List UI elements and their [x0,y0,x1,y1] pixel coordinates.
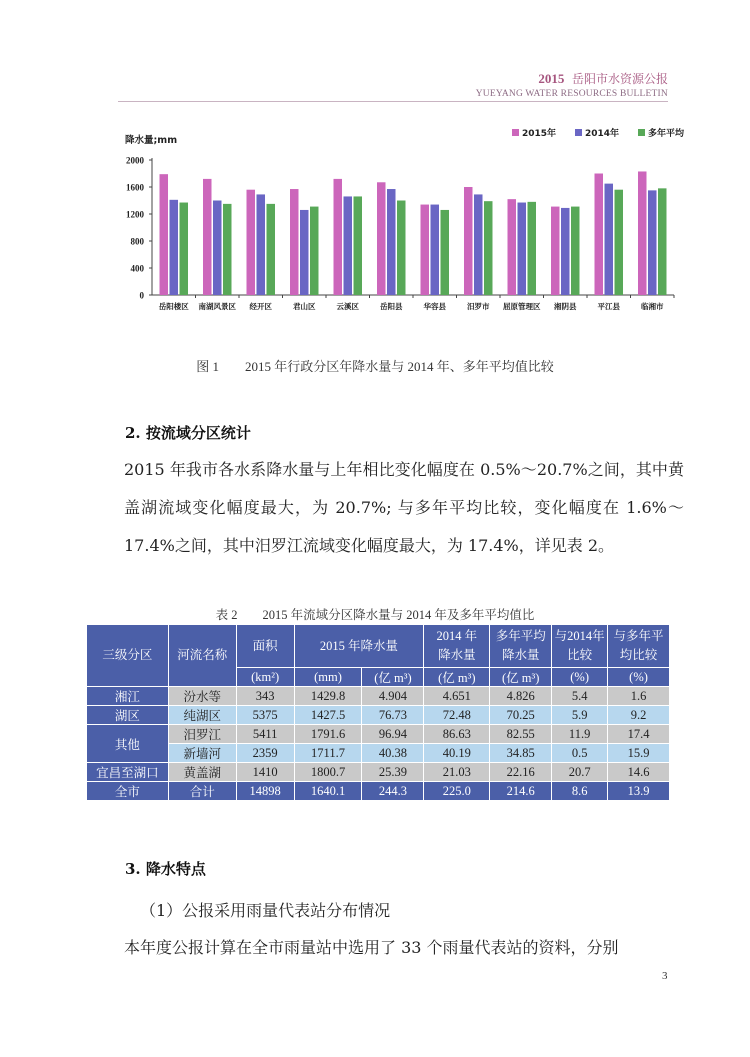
row-zone: 全市 [87,782,169,801]
header-p2014 [424,625,490,668]
bar-多年平均-华容县 [441,210,450,295]
unit-yi-avg: (亿 m³) [490,668,552,687]
table-row [87,725,670,744]
bar-多年平均-云溪区 [354,196,363,295]
row-c2014: 11.9 [552,725,608,744]
row-area: 343 [236,687,294,706]
row-river: 纯湖区 [168,706,236,725]
row-avg: 34.85 [490,744,552,763]
bar-2014年-经开区 [257,194,266,295]
x-tick-label: 君山区 [293,302,316,311]
header-p2014-line2: 降水量 [438,648,476,662]
row-cavg: 1.6 [608,687,670,706]
row-avg: 70.25 [490,706,552,725]
row-river: 合计 [168,782,236,801]
x-tick-label: 屈原管理区 [503,302,541,311]
bar-2014年-屈原管理区 [518,203,527,295]
bar-2014年-南湖风景区 [213,201,222,296]
y-axis-label: 降水量;mm [125,135,178,146]
section-2-heading: 2. 按流域分区统计 [125,424,251,442]
bar-2014年-湘阴县 [561,208,570,295]
bar-2015年-君山区 [290,189,299,295]
bar-多年平均-岳阳县 [397,201,406,296]
header-cmp2014-line2: 比较 [567,648,593,662]
row-area: 2359 [236,744,294,763]
x-tick-label: 经开区 [249,302,272,311]
bar-2014年-云溪区 [344,196,353,295]
rainfall-chart [100,125,685,325]
row-cavg: 9.2 [608,706,670,725]
bar-2015年-岳阳县 [377,182,386,295]
row-avg: 82.55 [490,725,552,744]
x-tick-label: 湘阴县 [554,302,577,311]
row-mm: 1427.5 [294,706,362,725]
row-v2015: 25.39 [362,763,424,782]
legend-label: 2014年 [585,129,620,139]
header-year: 2015 [538,71,565,86]
table-row [87,744,670,763]
row-c2014: 8.6 [552,782,608,801]
y-tick-label: 400 [130,263,144,274]
header-river: 河流名称 [168,625,236,687]
unit-yi-2015: (亿 m³) [362,668,424,687]
table-row [87,706,670,725]
x-tick-label: 汨罗市 [467,302,490,311]
rainfall-table [86,624,670,801]
row-cavg: 17.4 [608,725,670,744]
x-tick-label: 临湘市 [641,302,664,311]
bar-多年平均-君山区 [310,207,319,295]
bar-2015年-汨罗市 [464,187,473,295]
row-v2015: 76.73 [362,706,424,725]
row-zone: 湘江 [87,687,169,706]
section-3-heading: 3. 降水特点 [125,860,206,878]
header-cmp2014-line1: 与2014年 [554,629,605,643]
row-area: 14898 [236,782,294,801]
header-rule [118,101,668,102]
table-row [87,687,670,706]
bar-2014年-汨罗市 [474,194,483,295]
section-3-paragraph: 本年度公报计算在全市雨量站中选用了 33 个雨量代表站的资料，分别 [124,938,619,957]
row-c2014: 5.4 [552,687,608,706]
bar-2014年-平江县 [605,184,614,295]
row-area: 5375 [236,706,294,725]
row-zone: 其他 [87,725,169,763]
y-tick-label: 0 [139,290,144,301]
row-cavg: 15.9 [608,744,670,763]
header-subtitle: YUEYANG WATER RESOURCES BULLETIN [475,89,668,99]
row-cavg: 14.6 [608,763,670,782]
bar-多年平均-岳阳楼区 [180,203,189,295]
header-title [118,70,668,87]
table-caption: 表 2 2015 年流域分区降水量与 2014 年及多年平均值比 [215,608,535,622]
bar-2015年-岳阳楼区 [160,174,169,295]
header-area: 面积 [236,625,294,668]
unit-pct-avg: (%) [608,668,670,687]
header-avg-line1: 多年平均 [495,629,546,643]
header-p2015: 2015 年降水量 [294,625,424,668]
page-number: 3 [662,970,668,982]
row-avg: 214.6 [490,782,552,801]
bar-多年平均-汨罗市 [484,201,493,295]
table-total-row [87,782,670,801]
bar-多年平均-经开区 [267,204,276,295]
header-avg-line2: 降水量 [501,648,540,662]
x-tick-label: 南湖风景区 [198,302,236,311]
bar-2015年-经开区 [247,190,256,295]
row-avg: 22.16 [490,763,552,782]
bar-2015年-华容县 [421,205,430,295]
row-mm: 1640.1 [294,782,362,801]
bar-2014年-岳阳楼区 [170,200,179,295]
y-tick-label: 1600 [126,182,144,193]
row-river: 新墙河 [168,744,236,763]
legend-swatch [638,129,645,136]
unit-yi-2014: (亿 m³) [424,668,490,687]
y-tick-label: 1200 [126,209,144,220]
row-river: 汨罗江 [168,725,236,744]
bar-2015年-南湖风景区 [203,179,212,295]
unit-pct-2014: (%) [552,668,608,687]
header-cmpavg [608,625,670,668]
legend-label: 2015年 [522,129,557,139]
row-v2014: 72.48 [424,706,490,725]
header-cmpavg-line1: 与多年平 [613,629,664,643]
row-c2014: 20.7 [552,763,608,782]
header-block [118,70,668,99]
row-mm: 1791.6 [294,725,362,744]
row-c2014: 0.5 [552,744,608,763]
x-tick-label: 岳阳楼区 [158,302,189,311]
x-tick-label: 岳阳县 [380,302,403,311]
row-v2014: 86.63 [424,725,490,744]
bar-多年平均-平江县 [615,190,624,295]
row-cavg: 13.9 [608,782,670,801]
bar-多年平均-临湘市 [658,188,667,295]
row-mm: 1429.8 [294,687,362,706]
section-2-paragraph: 2015 年我市各水系降水量与上年相比变化幅度在 0.5%～20.7%之间，其中黄盖湖流域变化幅度最大，为 20.7%; 与多年平均比较，变化幅度在 1.6%～17.4%之间，其中汨罗江流域变化幅度最大，为 17.4%，详见表 2。 [124,460,684,555]
unit-area: (km²) [236,668,294,687]
row-c2014: 5.9 [552,706,608,725]
row-v2014: 225.0 [424,782,490,801]
x-tick-label: 平江县 [597,302,620,311]
figure-caption: 图 1 2015 年行政分区年降水量与 2014 年、多年平均值比较 [196,359,554,374]
bar-多年平均-湘阴县 [571,207,580,295]
bar-2015年-屈原管理区 [508,199,517,295]
header-avg [490,625,552,668]
row-v2015: 40.38 [362,744,424,763]
bar-多年平均-屈原管理区 [528,202,537,295]
bar-2015年-湘阴县 [551,207,560,295]
legend-swatch [575,129,582,136]
y-tick-label: 2000 [126,155,144,166]
row-avg: 4.826 [490,687,552,706]
row-v2014: 21.03 [424,763,490,782]
rainfall-chart-svg [100,125,685,325]
row-v2015: 4.904 [362,687,424,706]
section-3-subheading: （1）公报采用雨量代表站分布情况 [140,901,391,920]
header-p2014-line1: 2014 年 [436,629,478,643]
bar-2014年-华容县 [431,205,440,295]
y-tick-label: 800 [130,236,144,247]
bar-2015年-临湘市 [638,171,647,295]
header-cmpavg-line2: 均比较 [619,648,658,662]
row-v2014: 4.651 [424,687,490,706]
bar-多年平均-南湖风景区 [223,204,232,295]
row-mm: 1711.7 [294,744,362,763]
bar-2014年-岳阳县 [387,189,396,295]
row-area: 5411 [236,725,294,744]
table-header-row [87,625,670,668]
row-v2015: 244.3 [362,782,424,801]
row-river: 黄盖湖 [168,763,236,782]
x-tick-label: 华容县 [423,302,446,311]
row-v2014: 40.19 [424,744,490,763]
bar-2015年-平江县 [595,174,604,296]
legend-swatch [512,129,519,136]
bar-2014年-临湘市 [648,190,657,295]
table-row [87,763,670,782]
row-river: 汾水等 [168,687,236,706]
row-zone: 宜昌至湖口 [87,763,169,782]
header-title-text: 岳阳市水资源公报 [571,72,668,86]
legend-label: 多年平均 [648,129,685,139]
bar-2014年-君山区 [300,210,309,295]
row-mm: 1800.7 [294,763,362,782]
bar-2015年-云溪区 [334,179,343,295]
unit-mm: (mm) [294,668,362,687]
header-cmp2014 [552,625,608,668]
row-zone: 湖区 [87,706,169,725]
header-zone: 三级分区 [87,625,169,687]
row-area: 1410 [236,763,294,782]
row-v2015: 96.94 [362,725,424,744]
x-tick-label: 云溪区 [336,302,359,311]
